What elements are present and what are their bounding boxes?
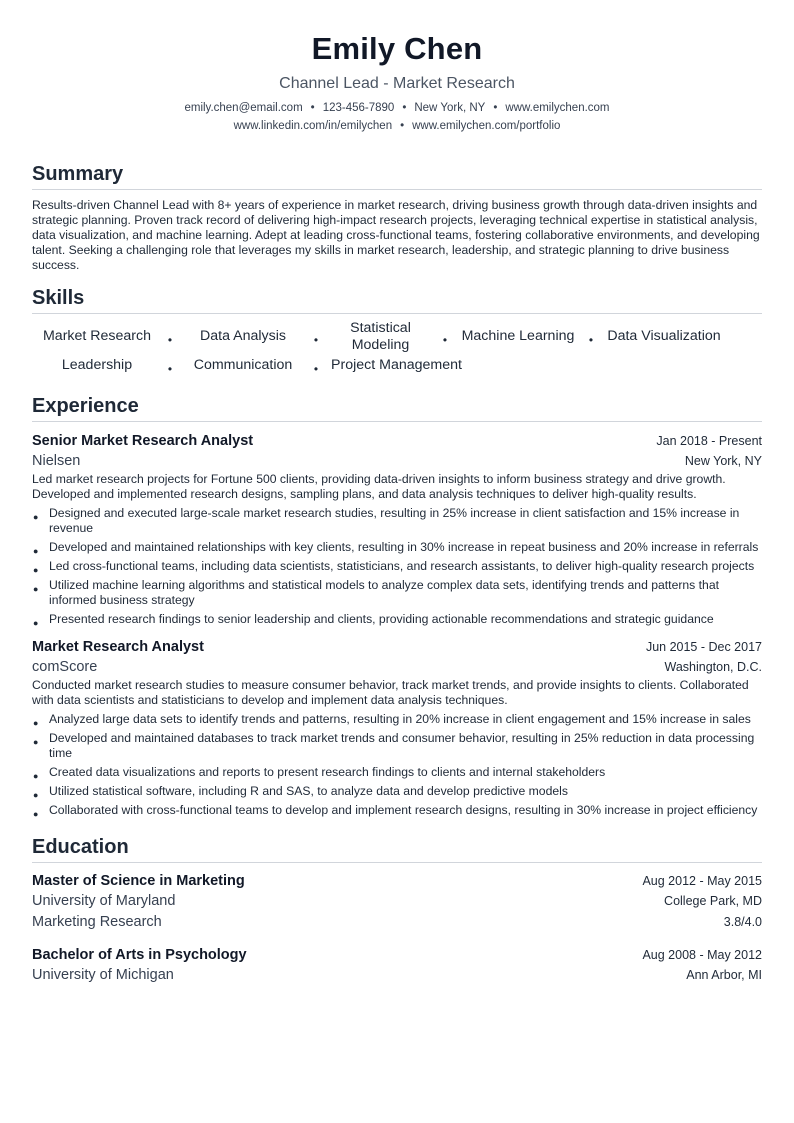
- email-link[interactable]: emily.chen@email.com: [184, 102, 303, 114]
- degree-title: Bachelor of Arts in Psychology: [32, 947, 247, 963]
- list-item: [32, 731, 762, 761]
- edu-dates: Aug 2008 - May 2012: [642, 948, 762, 962]
- skill-label: Market Research: [42, 328, 152, 344]
- skill-label: Leadership: [61, 357, 133, 373]
- edu-header-row: [32, 871, 762, 891]
- bullet-icon: ●: [33, 718, 39, 728]
- bullet-separator: •: [402, 102, 407, 114]
- contact-line-1: [0, 99, 794, 117]
- bullet-separator: •: [493, 102, 498, 114]
- job-bullets: [32, 712, 762, 818]
- skill-item: [178, 322, 324, 351]
- list-item: [32, 765, 762, 780]
- skill-label: Statistical Modeling: [350, 319, 411, 353]
- bullet-separator: •: [313, 332, 319, 347]
- bullet-icon: ●: [33, 790, 39, 800]
- bullet-icon: ●: [33, 565, 39, 575]
- education-heading: Education: [32, 835, 762, 863]
- skill-label: Machine Learning: [461, 328, 575, 344]
- bullet-icon: ●: [33, 737, 39, 747]
- bullet-separator: •: [588, 332, 594, 347]
- list-item: [32, 578, 762, 608]
- job-entry: [32, 431, 762, 627]
- bullet-text: Collaborated with cross-functional teams to develop and implement research designs, resulting in 30% increase in project efficiency: [49, 803, 758, 817]
- bullet-separator: •: [167, 361, 173, 376]
- list-item: [32, 540, 762, 555]
- skill-item: [178, 351, 324, 380]
- bullet-separator: •: [167, 332, 173, 347]
- job-bullets: [32, 506, 762, 627]
- bullet-text: Designed and executed large-scale market research studies, resulting in 25% increase in client satisfaction and 15% increase in revenue: [49, 506, 740, 535]
- experience-section: [32, 394, 762, 818]
- bullet-icon: ●: [33, 546, 39, 556]
- edu-dates: Aug 2012 - May 2015: [642, 874, 762, 888]
- summary-heading: Summary: [32, 162, 762, 190]
- company-name: comScore: [32, 659, 98, 675]
- list-item: [32, 612, 762, 627]
- summary-text: Results-driven Channel Lead with 8+ years of experience in market research, driving business growth through data-driven insights and strategic planning. Proven track record of delivering high-impact research projects, leveraging technical expertise in statistical analysis, data visualization, and machine learning. Adept at leading cross-functional teams, fostering collaborative environments, and developing talent. Seeking a challenging role that leverages my skills in market research, leadership, and strategic planning to drive business success.: [32, 198, 760, 272]
- experience-heading: Experience: [32, 394, 762, 422]
- school-location: Ann Arbor, MI: [686, 968, 762, 982]
- job-dates: Jun 2015 - Dec 2017: [645, 640, 762, 654]
- job-title: Senior Market Research Analyst: [32, 433, 254, 449]
- job-description: Led market research projects for Fortune 500 clients, providing data-driven insights to inform business strategy and drive growth. Developed and implemented research designs, sampling plans, and data analysis techniques to deliver high-quality results.: [32, 472, 726, 501]
- skills-section: [32, 286, 762, 380]
- edu-school-row: [32, 891, 762, 912]
- job-entry: [32, 637, 762, 818]
- bullet-text: Utilized machine learning algorithms and statistical models to analyze complex data sets, identifying trends and patterns that informed business strategy: [49, 578, 719, 607]
- job-header-row: [32, 637, 762, 657]
- school-location: College Park, MD: [664, 894, 762, 908]
- bullet-icon: ●: [33, 771, 39, 781]
- job-company-row: [32, 451, 762, 472]
- candidate-title: Channel Lead - Market Research: [279, 75, 515, 92]
- skill-label: Data Analysis: [200, 328, 286, 344]
- contact-line-2: [0, 117, 794, 135]
- skill-item: [599, 322, 729, 351]
- list-item: [32, 712, 762, 727]
- summary-section: [32, 162, 762, 273]
- job-location: Washington, D.C.: [664, 660, 762, 674]
- skill-label: Project Management: [331, 357, 462, 373]
- resume-header: [0, 0, 794, 135]
- skill-item: [32, 322, 178, 351]
- list-item: [32, 803, 762, 818]
- bullet-text: Developed and maintained relationships with key clients, resulting in 30% increase in repeat business and 20% increase in referrals: [49, 540, 759, 554]
- bullet-separator: •: [400, 120, 405, 132]
- skill-item: [32, 351, 178, 380]
- edu-header-row: [32, 945, 762, 965]
- bullet-text: Analyzed large data sets to identify trends and patterns, resulting in 20% increase in client engagement and 15% increase in sales: [49, 712, 751, 726]
- bullet-text: Created data visualizations and reports to present research findings to clients and internal stakeholders: [49, 765, 606, 779]
- degree-title: Master of Science in Marketing: [32, 873, 245, 889]
- bullet-text: Led cross-functional teams, including data scientists, statisticians, and research assistants, to deliver high-quality research projects: [49, 559, 755, 573]
- list-item: [32, 784, 762, 799]
- bullet-icon: ●: [33, 809, 39, 819]
- bullet-icon: ●: [33, 512, 39, 522]
- bullet-separator: •: [442, 332, 448, 347]
- skills-list: [32, 319, 762, 380]
- skill-item: [453, 322, 599, 351]
- job-dates: Jan 2018 - Present: [656, 434, 762, 448]
- location: New York, NY: [414, 102, 486, 114]
- bullet-icon: ●: [33, 618, 39, 628]
- bullet-separator: •: [310, 102, 315, 114]
- education-section: [32, 835, 762, 986]
- list-item: [32, 559, 762, 574]
- portfolio-link[interactable]: www.emilychen.com/portfolio: [412, 120, 561, 132]
- company-name: Nielsen: [32, 453, 81, 469]
- job-description: Conducted market research studies to measure consumer behavior, track market trends, and provide insights to clients. Collaborated with data scientists and statisticians to develop and implement data analysis techniques.: [32, 678, 749, 707]
- gpa: 3.8/4.0: [723, 915, 762, 929]
- education-entry: [32, 945, 762, 986]
- candidate-name: Emily Chen: [311, 31, 483, 66]
- skills-heading: Skills: [32, 286, 762, 314]
- job-title: Market Research Analyst: [32, 639, 204, 655]
- skill-item: [324, 319, 453, 353]
- skill-label: Data Visualization: [607, 328, 721, 344]
- school-name: University of Michigan: [32, 967, 174, 983]
- bullet-icon: ●: [33, 584, 39, 594]
- bullet-separator: •: [313, 361, 319, 376]
- job-location: New York, NY: [684, 454, 762, 468]
- bullet-text: Developed and maintained databases to track market trends and consumer behavior, resulting in 25% reduction in data processing time: [49, 731, 755, 760]
- edu-field-row: [32, 912, 762, 933]
- phone-number[interactable]: 123-456-7890: [322, 102, 395, 114]
- job-company-row: [32, 657, 762, 678]
- list-item: [32, 506, 762, 536]
- skill-label: Communication: [193, 357, 293, 373]
- bullet-text: Presented research findings to senior leadership and clients, providing actionable recommendations and strategic guidance: [49, 612, 714, 626]
- school-name: University of Maryland: [32, 893, 176, 909]
- bullet-text: Utilized statistical software, including R and SAS, to analyze data and develop predictive models: [49, 784, 568, 798]
- skill-item: [324, 351, 469, 380]
- field-of-study: Marketing Research: [32, 914, 162, 930]
- education-entry: [32, 871, 762, 933]
- website-link[interactable]: www.emilychen.com: [505, 102, 610, 114]
- job-header-row: [32, 431, 762, 451]
- edu-school-row: [32, 965, 762, 986]
- linkedin-link[interactable]: www.linkedin.com/in/emilychen: [233, 120, 393, 132]
